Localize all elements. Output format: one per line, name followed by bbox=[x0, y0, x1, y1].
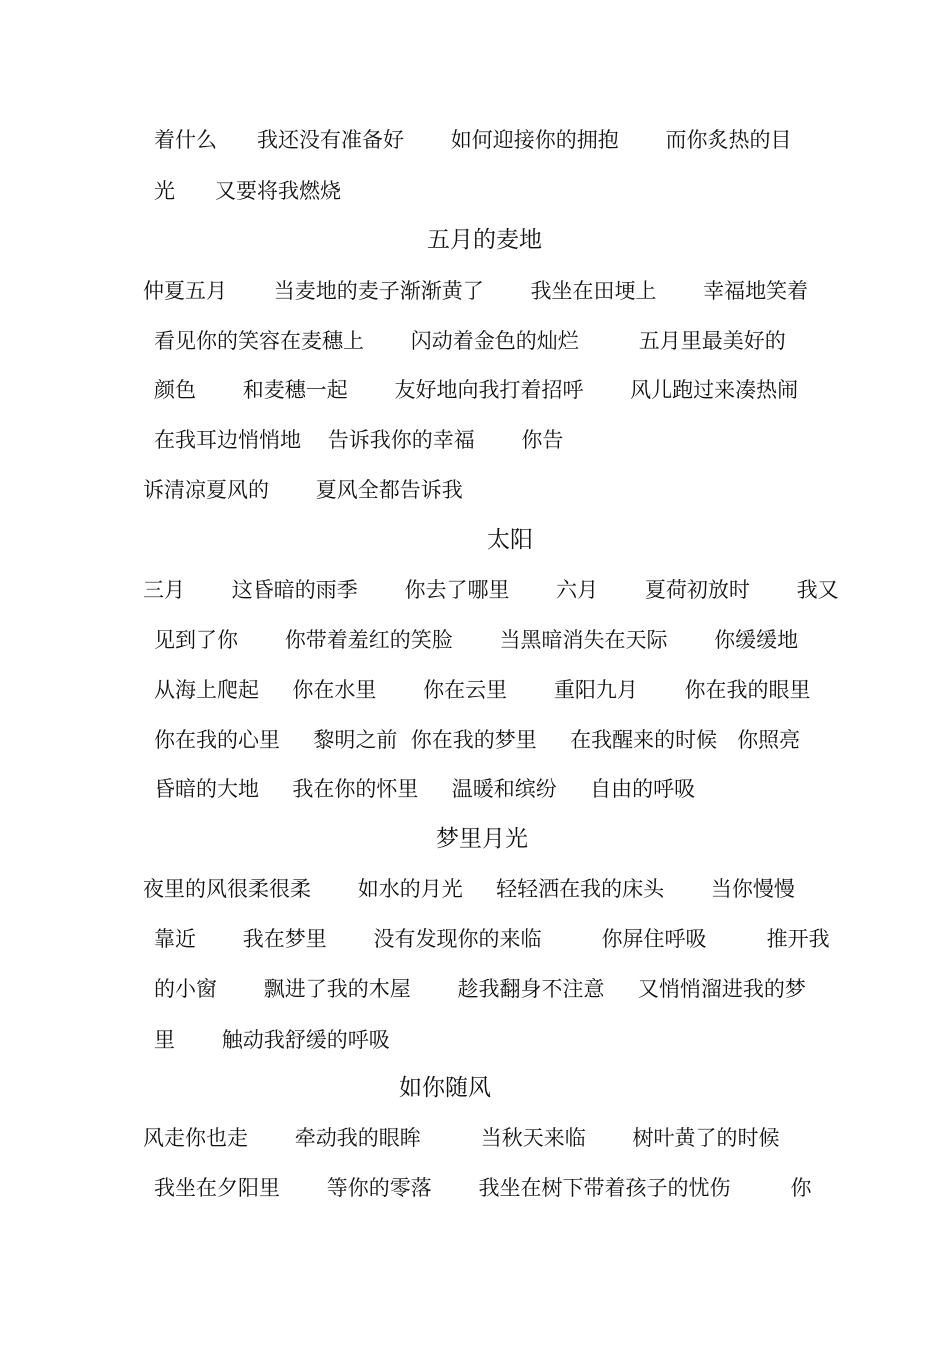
text-line: 在我耳边悄悄地 告诉我你的幸福 你告 bbox=[154, 428, 564, 452]
poem-title: 五月的麦地 bbox=[427, 227, 542, 253]
text-line: 昏暗的大地 我在你的怀里 温暖和缤纷 自由的呼吸 bbox=[154, 777, 696, 801]
text-line: 夜里的风很柔很柔 如水的月光 轻轻洒在我的床头 当你慢慢 bbox=[143, 877, 795, 901]
text-line: 从海上爬起 你在水里 你在云里 重阳九月 你在我的眼里 bbox=[154, 678, 811, 702]
text-line: 里 触动我舒缓的呼吸 bbox=[154, 1028, 390, 1052]
text-line: 看见你的笑容在麦穗上 闪动着金色的灿烂 五月里最美好的 bbox=[154, 329, 786, 353]
text-line: 的小窗 飘进了我的木屋 趁我翻身不注意 又悄悄溜进我的梦 bbox=[154, 977, 806, 1001]
text-line: 靠近 我在梦里 没有发现你的来临 你屏住呼吸 推开我 bbox=[154, 927, 830, 951]
poem-title: 梦里月光 bbox=[436, 826, 528, 852]
text-line: 三月 这昏暗的雨季 你去了哪里 六月 夏荷初放时 我又 bbox=[143, 578, 839, 602]
text-line: 你在我的心里 黎明之前 你在我的梦里 在我醒来的时候 你照亮 bbox=[154, 728, 801, 752]
text-line: 颜色 和麦穗一起 友好地向我打着招呼 风儿跑过来凑热闹 bbox=[154, 378, 799, 402]
text-line: 诉清凉夏风的 夏风全都告诉我 bbox=[143, 478, 463, 502]
poem-title: 如你随风 bbox=[399, 1075, 491, 1101]
text-line: 我坐在夕阳里 等你的零落 我坐在树下带着孩子的忧伤 你 bbox=[154, 1176, 812, 1200]
text-line: 见到了你 你带着羞红的笑脸 当黑暗消失在天际 你缓缓地 bbox=[154, 628, 799, 652]
text-line: 风走你也走 牵动我的眼眸 当秋天来临 树叶黄了的时候 bbox=[143, 1126, 780, 1150]
text-line: 光 又要将我燃烧 bbox=[154, 179, 342, 203]
text-line: 仲夏五月 当麦地的麦子渐渐黄了 我坐在田埂上 幸福地笑着 bbox=[143, 279, 809, 303]
poem-title: 太阳 bbox=[487, 527, 533, 553]
text-line: 着什么 我还没有准备好 如何迎接你的拥抱 而你炙热的目 bbox=[154, 128, 792, 152]
